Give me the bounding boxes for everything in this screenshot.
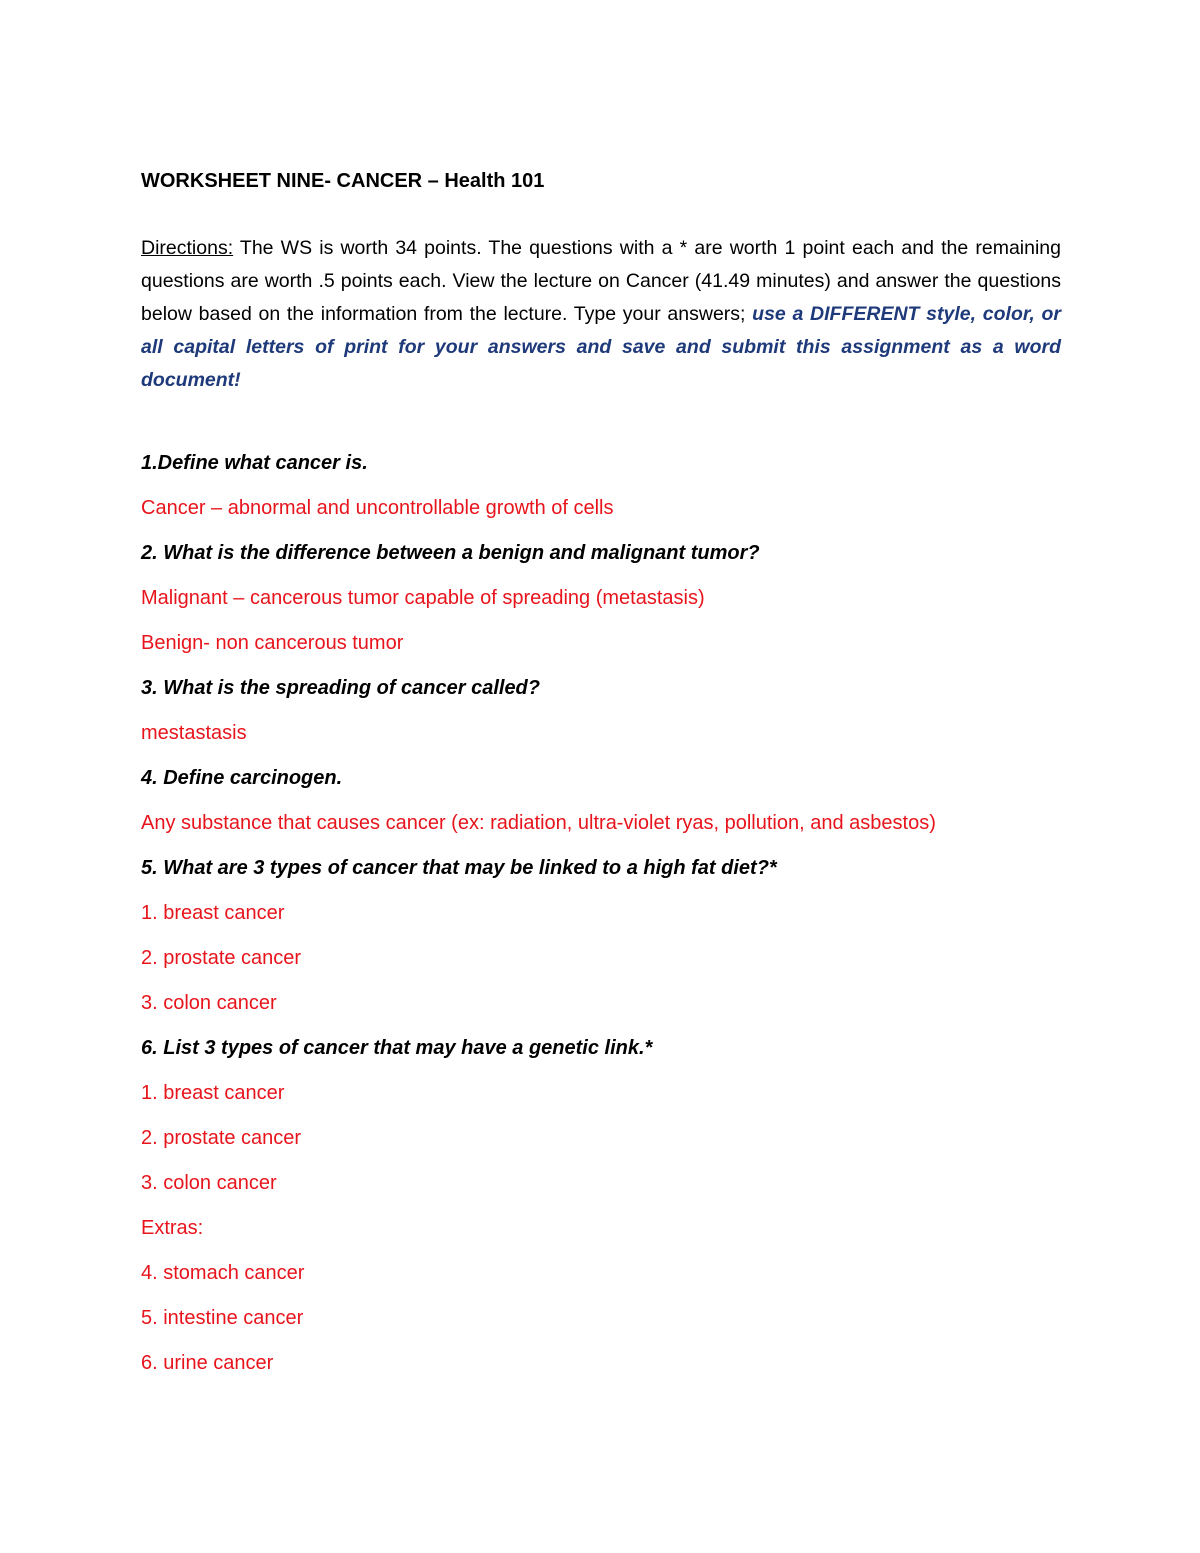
answer-6-extra-item: 6. urine cancer: [141, 1352, 274, 1374]
answer-2-malignant: Malignant – cancerous tumor capable of spreading (metastasis): [141, 587, 705, 609]
question-4: 4. Define carcinogen.: [141, 767, 343, 789]
answer-5-item: 3. colon cancer: [141, 992, 277, 1014]
worksheet-title: WORKSHEET NINE- CANCER – Health 101: [141, 170, 545, 192]
question-5: 5. What are 3 types of cancer that may be linked to a high fat diet?*: [141, 857, 777, 879]
question-2: 2. What is the difference between a benign and malignant tumor?: [141, 542, 760, 564]
question-3: 3. What is the spreading of cancer called?: [141, 677, 540, 699]
answer-5-item: 2. prostate cancer: [141, 947, 302, 969]
answer-4: Any substance that causes cancer (ex: radiation, ultra-violet ryas, pollution, and asbestos): [141, 812, 936, 834]
extras-label: Extras:: [141, 1217, 204, 1239]
answer-6-extra-item: 5. intestine cancer: [141, 1307, 304, 1329]
directions-text: The WS is worth 34 points. The questions with a * are worth 1 point each and the remaining questions are worth .5 points each. View the lecture on Cancer (41.49 minutes) and answer the questions below based on the information from the lecture. Type your answers;: [141, 237, 1061, 325]
document-page: [141, 166, 1061, 1386]
questions-and-answers: [141, 441, 1061, 1386]
answer-6-item: 2. prostate cancer: [141, 1127, 302, 1149]
question-6: 6. List 3 types of cancer that may have a genetic link.*: [141, 1037, 653, 1059]
answer-5-item: 1. breast cancer: [141, 902, 285, 924]
answer-1: Cancer – abnormal and uncontrollable growth of cells: [141, 497, 614, 519]
directions-paragraph: [141, 232, 1061, 397]
answer-2-benign: Benign- non cancerous tumor: [141, 632, 404, 654]
directions-emphasis: use a DIFFERENT style, color, or all capital letters of print for your answers and save and submit this assignment as a word document!: [141, 303, 1061, 391]
answer-3: mestastasis: [141, 722, 247, 744]
answer-6-extra-item: 4. stomach cancer: [141, 1262, 305, 1284]
answer-6-item: 1. breast cancer: [141, 1082, 285, 1104]
question-1: 1.Define what cancer is.: [141, 452, 368, 474]
answer-6-item: 3. colon cancer: [141, 1172, 277, 1194]
directions-label: Directions:: [141, 237, 234, 259]
